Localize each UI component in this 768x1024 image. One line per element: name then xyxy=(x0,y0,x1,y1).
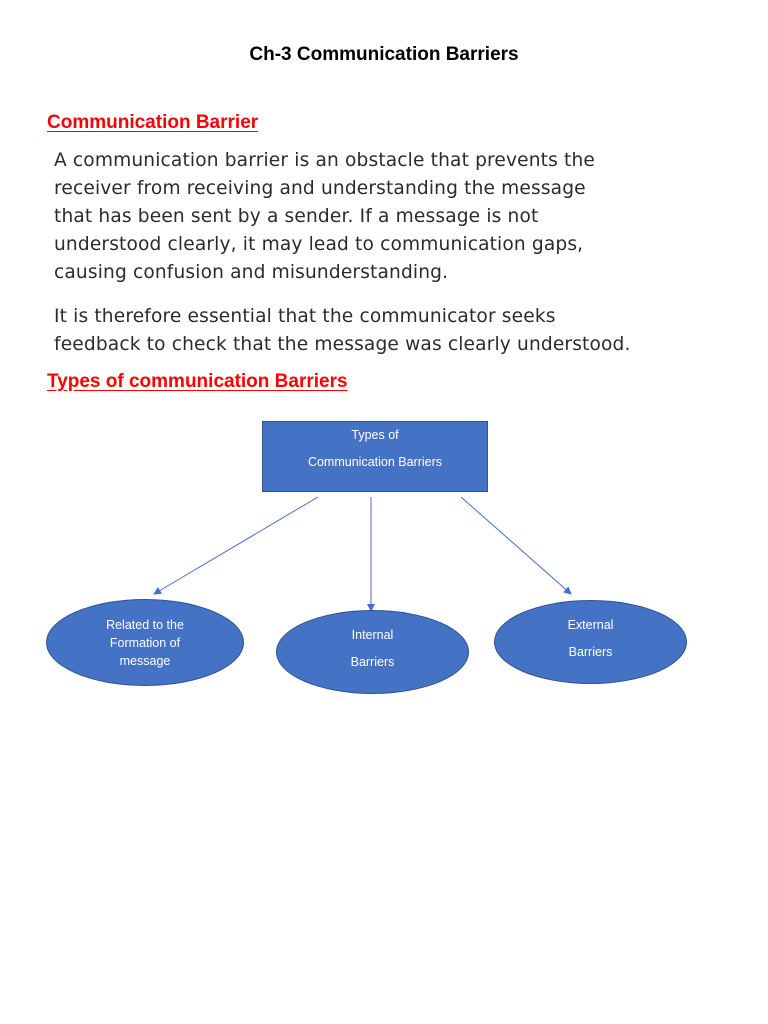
definition-text-image xyxy=(45,144,735,360)
oval-label: Related to the xyxy=(106,618,184,632)
oval-label: Formation of xyxy=(109,636,181,650)
text-line: that has been sent by a sender. If a message is not xyxy=(54,206,539,227)
root-label-line2: Communication Barriers xyxy=(307,455,443,469)
page-title: Ch-3 Communication Barriers xyxy=(249,44,519,65)
text-line: causing confusion and misunderstanding. xyxy=(54,262,449,283)
text-line: receiver from receiving and understanding the message xyxy=(54,178,586,199)
text-line: feedback to check that the message was clearly understood. xyxy=(54,334,631,355)
arrow-to-formation xyxy=(154,497,318,594)
external-barriers-oval xyxy=(494,600,687,684)
text-line: A communication barrier is an obstacle that prevents the xyxy=(54,150,595,171)
text-line: understood clearly, it may lead to communication gaps, xyxy=(54,234,584,255)
types-heading: Types of communication Barriers xyxy=(47,371,348,392)
internal-barriers-oval xyxy=(276,610,469,694)
oval-label: message xyxy=(119,654,171,668)
arrow-to-external xyxy=(461,497,571,594)
diagram-root-box xyxy=(262,421,488,492)
oval-label: Internal xyxy=(351,628,394,642)
root-label-line1: Types of xyxy=(351,428,399,442)
definition-paragraph-2 xyxy=(54,303,734,359)
text-line: It is therefore essential that the communicator seeks xyxy=(54,306,556,327)
oval-label: Barriers xyxy=(350,655,395,669)
oval-label: External xyxy=(567,618,614,632)
formation-barriers-oval xyxy=(46,599,244,686)
definition-paragraph-1 xyxy=(54,147,734,287)
definition-heading: Communication Barrier xyxy=(47,112,259,133)
oval-label: Barriers xyxy=(568,645,613,659)
